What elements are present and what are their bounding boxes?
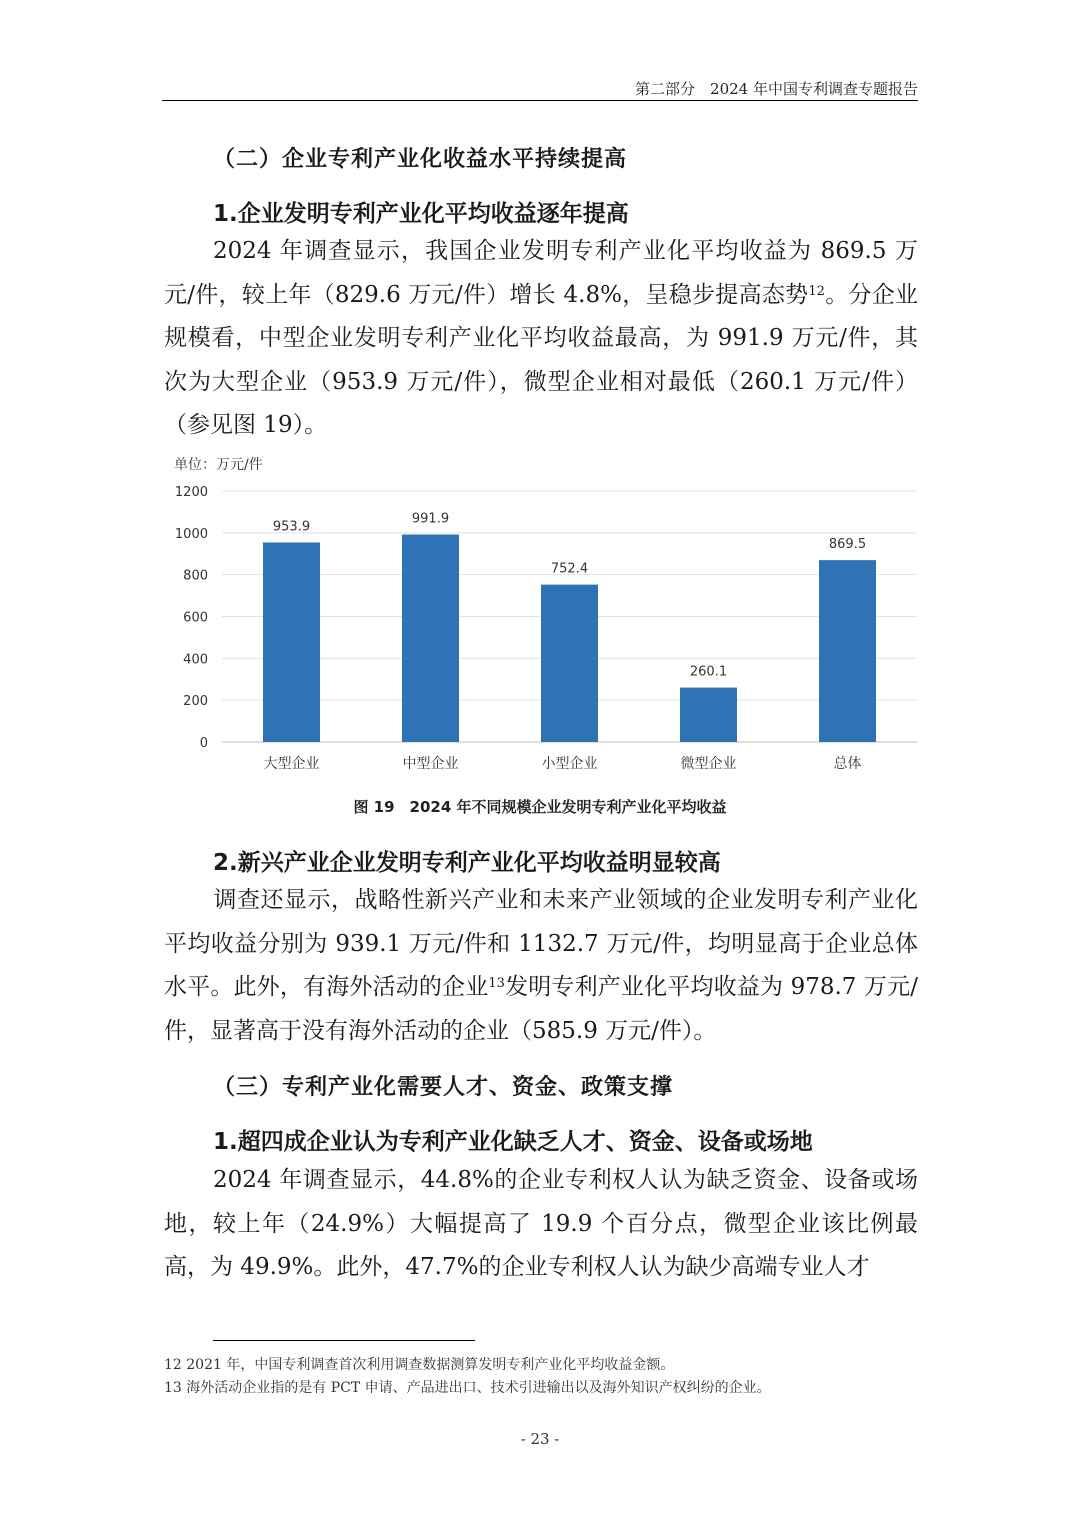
paragraph-3-text: 2024 年调查显示，44.8%的企业专利权人认为缺乏资金、设备或场地，较上年（24.9%）大幅提高了 19.9 个百分点，微型企业该比例最高，为 49.9%。此外，47.7%的企业专利权人认为缺少高端专业人才 — [164, 1167, 918, 1280]
y-tick-label: 200 — [183, 694, 208, 710]
y-tick-label: 1200 — [174, 485, 208, 500]
category-label-4: 微型企业 — [680, 756, 737, 772]
paragraph-1-text-b: 。分企业规模看，中型企业发明专利产业化平均收益最高，为 991.9 万元/件，其次为大型企业（953.9 万元/件），微型企业相对最低（260.1 万元/件）（参见图 19）。 — [164, 281, 918, 438]
category-label-1: 大型企业 — [263, 756, 320, 772]
header-rule — [162, 100, 918, 101]
bar-chart — [162, 450, 922, 790]
y-tick-label: 0 — [199, 736, 208, 751]
data-label-4: 260.1 — [689, 664, 728, 680]
footnote-ref-13: 13 — [488, 976, 505, 991]
bar-4 — [680, 688, 737, 742]
category-label-5: 总体 — [833, 756, 862, 772]
section-heading-3: （三）专利产业化需要人才、资金、政策支撑 — [213, 1075, 674, 1100]
subsection-heading-1: 1.企业发明专利产业化平均收益逐年提高 — [213, 201, 629, 227]
page-number: - 23 - — [520, 1430, 560, 1448]
paragraph-2 — [164, 879, 918, 1053]
data-label-5: 869.5 — [828, 537, 867, 553]
footnote-ref-12: 12 — [808, 283, 825, 299]
footnote-12: 12 2021 年，中国专利调查首次利用调查数据测算发明专利产业化平均收益金额。 — [164, 1357, 675, 1373]
paragraph-1 — [164, 230, 918, 448]
y-tick-label: 600 — [183, 610, 208, 626]
paragraph-2-text-b: 发明专利产业化平均收益为 978.7 万元/件，显著高于没有海外活动的企业（585.9 万元/件）。 — [164, 974, 919, 1044]
paragraph-3 — [164, 1159, 918, 1290]
data-label-2: 991.9 — [411, 511, 450, 527]
bar-5 — [819, 560, 876, 742]
figure-caption: 图 19 2024 年不同规模企业发明专利产业化平均收益 — [353, 798, 727, 816]
y-tick-label: 800 — [183, 568, 208, 584]
y-tick-label: 400 — [183, 652, 208, 668]
section-heading-2: （二）企业专利产业化收益水平持续提高 — [213, 147, 628, 172]
data-label-1: 953.9 — [272, 519, 311, 535]
footnote-rule — [213, 1340, 475, 1341]
running-header: 第二部分 2024 年中国专利调查专题报告 — [635, 80, 918, 98]
category-label-3: 小型企业 — [541, 756, 598, 772]
footnote-13: 13 海外活动企业指的是有 PCT 申请、产品进出口、技术引进输出以及海外知识产权纠纷的企业。 — [164, 1380, 771, 1396]
paragraph-2-text-a: 调查还显示，战略性新兴产业和未来产业领域的企业发明专利产业化平均收益分别为 939.1 万元/件和 1132.7 万元/件，均明显高于企业总体水平。此外，有海外活动的企业 — [164, 887, 918, 1000]
paragraph-1-text-a: 2024 年调查显示，我国企业发明专利产业化平均收益为 869.5 万元/件，较上年（829.6 万元/件）增长 4.8%，呈稳步提高态势 — [164, 238, 918, 308]
category-label-2: 中型企业 — [402, 756, 459, 772]
y-tick-label: 1000 — [174, 526, 208, 542]
subsection-heading-2: 2.新兴产业企业发明专利产业化平均收益明显较高 — [213, 850, 721, 876]
chart-unit-label: 单位：万元/件 — [174, 457, 263, 473]
subsection-heading-3: 1.超四成企业认为专利产业化缺乏人才、资金、设备或场地 — [213, 1129, 813, 1155]
bar-1 — [263, 542, 320, 742]
bar-2 — [402, 535, 459, 742]
bar-3 — [541, 585, 598, 742]
data-label-3: 752.4 — [550, 561, 589, 577]
